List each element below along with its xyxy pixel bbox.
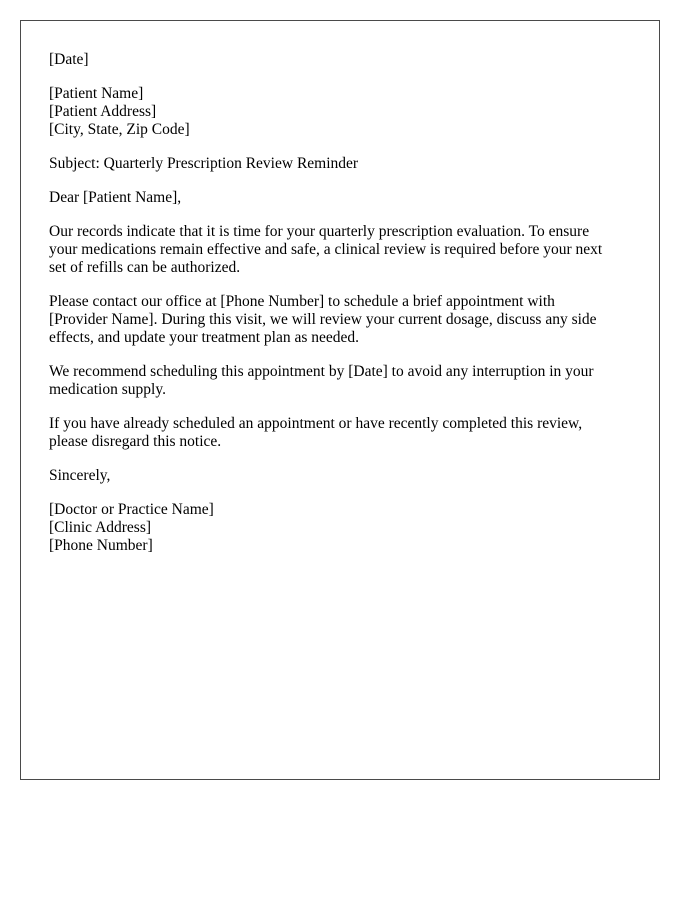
paragraph-line: medication supply. [49, 381, 166, 398]
body-paragraph-3 [49, 363, 631, 399]
signature-practice-name: [Doctor or Practice Name] [49, 501, 214, 518]
paragraph-line: Please contact our office at [Phone Number] to schedule a brief appointment with [49, 293, 555, 310]
recipient-name: [Patient Name] [49, 85, 144, 102]
paragraph-line: [Provider Name]. During this visit, we will review your current dosage, discuss any side [49, 311, 597, 328]
paragraph-line: please disregard this notice. [49, 433, 222, 450]
subject-line [49, 155, 631, 173]
paragraph-line: If you have already scheduled an appointment or have recently completed this review, [49, 415, 583, 432]
letter-date [49, 51, 631, 69]
paragraph-line: effects, and update your treatment plan as needed. [49, 329, 360, 346]
subject-text: Subject: Quarterly Prescription Review Reminder [49, 155, 359, 172]
body-paragraph-1 [49, 223, 631, 277]
paragraph-line: set of refills can be authorized. [49, 259, 241, 276]
signature-clinic-address: [Clinic Address] [49, 519, 152, 536]
paragraph-line: We recommend scheduling this appointment by [Date] to avoid any interruption in your [49, 363, 594, 380]
paragraph-line: your medications remain effective and safe, a clinical review is required before your next [49, 241, 603, 258]
recipient-address: [Patient Address] [49, 103, 157, 120]
letter-page [20, 20, 660, 780]
recipient-address-block [49, 85, 631, 139]
greeting-text: Dear [Patient Name], [49, 189, 182, 206]
greeting [49, 189, 631, 207]
date-text: [Date] [49, 51, 89, 68]
signature-block [49, 501, 631, 555]
body-paragraph-2 [49, 293, 631, 347]
signature-phone: [Phone Number] [49, 537, 153, 554]
paragraph-line: Our records indicate that it is time for your quarterly prescription evaluation. To ensure [49, 223, 590, 240]
closing [49, 467, 631, 485]
recipient-city-state-zip: [City, State, Zip Code] [49, 121, 190, 138]
body-paragraph-4 [49, 415, 631, 451]
closing-text: Sincerely, [49, 467, 111, 484]
